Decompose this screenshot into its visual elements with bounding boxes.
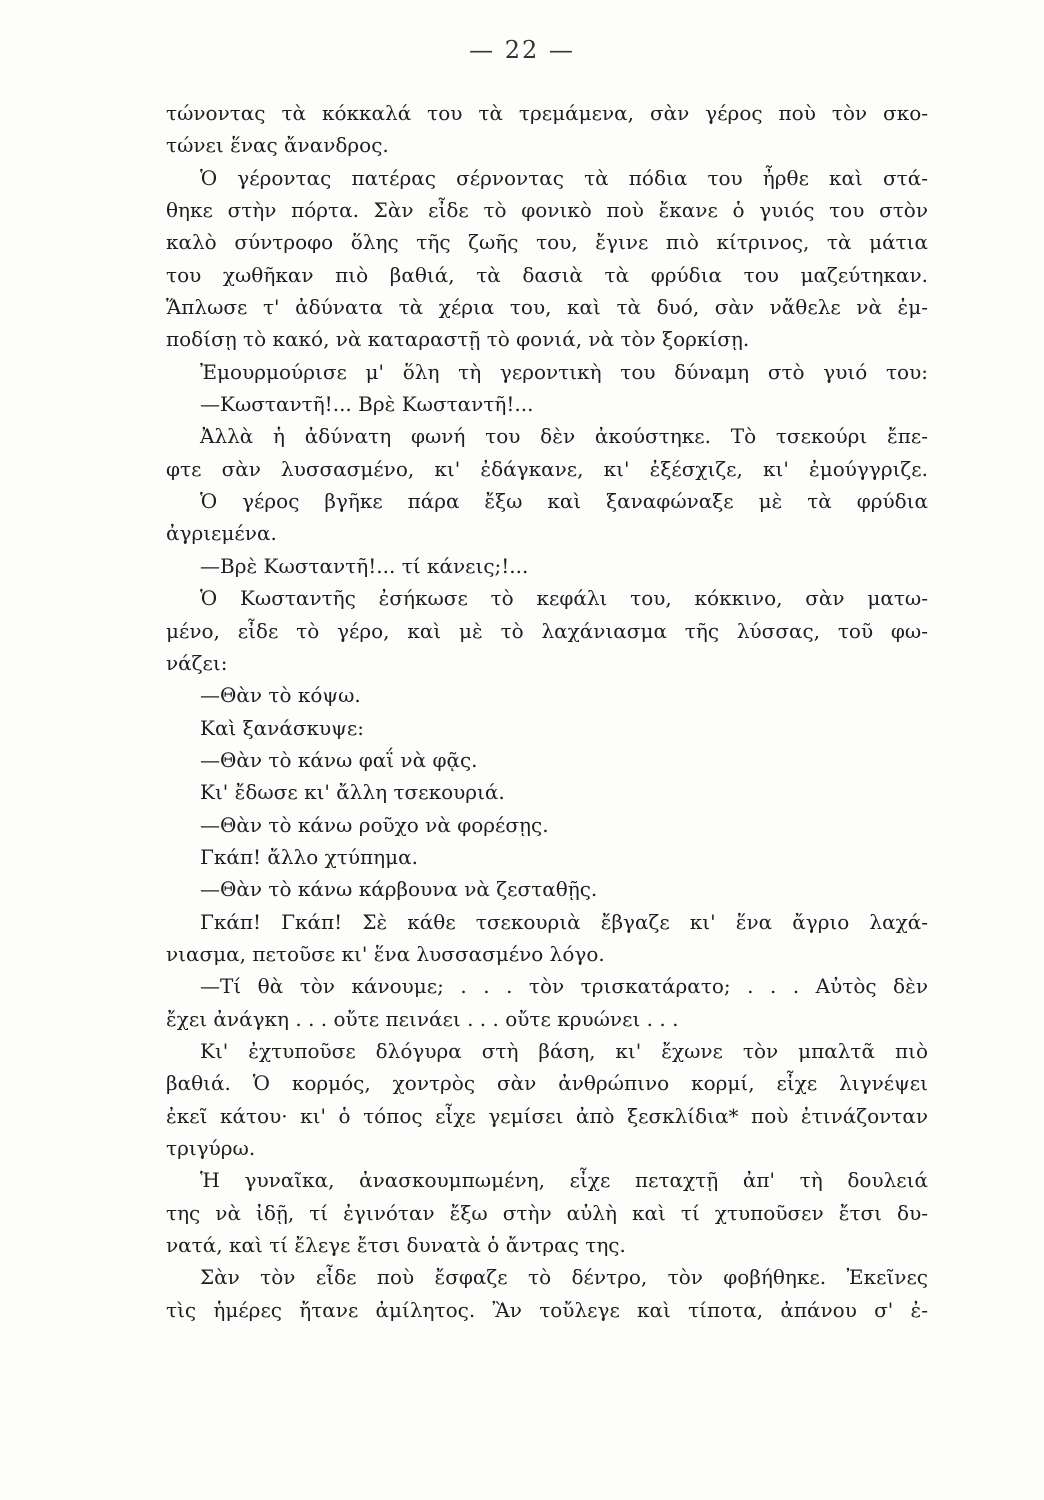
text-line: φτε σὰν λυσσασμένο, κι' ἐδάγκανε, κι' ἐξέσχιζε, κι' ἐμούγγριζε. (166, 456, 928, 481)
text-line: Καὶ ξανάσκυψε: (200, 715, 364, 740)
text-line: —Θὰν τὸ κόψω. (200, 683, 361, 708)
text-line: νατά, καὶ τί ἔλεγε ἔτσι δυνατὰ ὁ ἄντρας της. (166, 1233, 626, 1258)
text-line: ἀγριεμένα. (166, 521, 277, 546)
text-line: Ἡ γυναῖκα, ἀνασκουμπωμένη, εἶχε πεταχτῇ ἀπ' τὴ δουλειά (200, 1168, 928, 1193)
text-line: —Θὰν τὸ κάνω κάρβουνα νὰ ζεσταθῇς. (200, 877, 598, 902)
text-line: Γκάπ! Γκάπ! Σὲ κάθε τσεκουριὰ ἔβγαζε κι' ἕνα ἄγριο λαχά- (200, 909, 928, 934)
text-line: Ὁ γέρος βγῆκε πάρα ἔξω καὶ ξαναφώναξε μὲ τὰ φρύδια (200, 489, 928, 514)
text-line: μένο, εἶδε τὸ γέρο, καὶ μὲ τὸ λαχάνιασμα τῆς λύσσας, τοῦ φω- (166, 618, 928, 643)
text-line: νάζει: (166, 650, 228, 675)
text-line: Ἀλλὰ ἡ ἀδύνατη φωνή του δὲν ἀκούστηκε. Τὸ τσεκούρι ἔπε- (200, 424, 928, 449)
text-line: Σὰν τὸν εἶδε ποὺ ἔσφαζε τὸ δέντρο, τὸν φοβήθηκε. Ἐκεῖνες (200, 1265, 928, 1290)
text-line: θηκε στὴν πόρτα. Σὰν εἶδε τὸ φονικὸ ποὺ ἔκανε ὁ γυιός του στὸν (166, 198, 928, 223)
text-line: ἐκεῖ κάτου· κι' ὁ τόπος εἶχε γεμίσει ἀπὸ ξεσκλίδια* ποὺ ἐτινάζονταν (166, 1103, 928, 1128)
page-number: — 22 — (469, 36, 575, 64)
body-text (166, 97, 928, 1326)
text-line: καλὸ σύντροφο ὅλης τῆς ζωῆς του, ἔγινε πιὸ κίτρινος, τὰ μάτια (166, 230, 928, 255)
text-line: βαθιά. Ὁ κορμός, χοντρὸς σὰν ἀνθρώπινο κορμί, εἶχε λιγνέψει (166, 1071, 928, 1096)
text-line: τώνει ἕνας ἄνανδρος. (166, 133, 389, 158)
text-line: Κι' ἐχτυποῦσε δλόγυρα στὴ βάση, κι' ἔχωνε τὸν μπαλτᾶ πιὸ (200, 1038, 928, 1063)
text-line: Γκάπ! ἄλλο χτύπημα. (200, 844, 419, 869)
text-line: τώνοντας τὰ κόκκαλά του τὰ τρεμάμενα, σὰν γέρος ποὺ τὸν σκο- (166, 101, 928, 125)
text-line: Ἐμουρμούρισε μ' ὅλη τὴ γεροντικὴ του δύναμη στὸ γυιό του: (200, 359, 928, 384)
text-line: τὶς ἡμέρες ἤτανε ἀμίλητος. Ἂν τοὔλεγε καὶ τίποτα, ἀπάνου σ' ἐ- (166, 1297, 928, 1322)
text-line: Κι' ἔδωσε κι' ἄλλη τσεκουριά. (200, 780, 505, 805)
text-line: του χωθῆκαν πιὸ βαθιά, τὰ δασιὰ τὰ φρύδια του μαζεύτηκαν. (166, 262, 928, 287)
text-line: —Βρὲ Κωσταντῆ!... τί κάνεις;!... (200, 553, 529, 578)
text-line: της νὰ ἰδῇ, τί ἐγινόταν ἔξω στὴν αὐλὴ καὶ τί χτυποῦσεν ἔτσι δυ- (166, 1200, 928, 1225)
text-line: ἔχει ἀνάγκη . . . οὔτε πεινάει . . . οὔτε κρυώνει . . . (166, 1006, 679, 1031)
text-line: νιασμα, πετοῦσε κι' ἕνα λυσσασμένο λόγο. (166, 941, 605, 966)
text-line: τριγύρω. (166, 1136, 256, 1160)
text-line: —Θὰν τὸ κάνω φαΐ νὰ φᾷς. (200, 747, 478, 772)
text-line: Ἅπλωσε τ' ἀδύνατα τὰ χέρια του, καὶ τὰ δυό, σὰν νἄθελε νὰ ἐμ- (166, 295, 928, 320)
text-line: Ὁ γέροντας πατέρας σέρνοντας τὰ πόδια του ἦρθε καὶ στά- (200, 165, 928, 190)
text-line: —Θὰν τὸ κάνω ροῦχο νὰ φορέσῃς. (200, 812, 549, 837)
text-line: —Τί θὰ τὸν κάνουμε; . . . τὸν τρισκατάρατο; . . . Αὐτὸς δὲν (200, 974, 928, 999)
text-line: ποδίσῃ τὸ κακό, νὰ καταραστῇ τὸ φονιά, νὰ τὸν ξορκίσῃ. (166, 327, 750, 352)
text-line: Ὁ Κωσταντῆς ἐσήκωσε τὸ κεφάλι του, κόκκινο, σὰν ματω- (200, 586, 928, 611)
text-line: —Κωσταντῆ!... Βρὲ Κωσταντῆ!... (200, 392, 534, 417)
